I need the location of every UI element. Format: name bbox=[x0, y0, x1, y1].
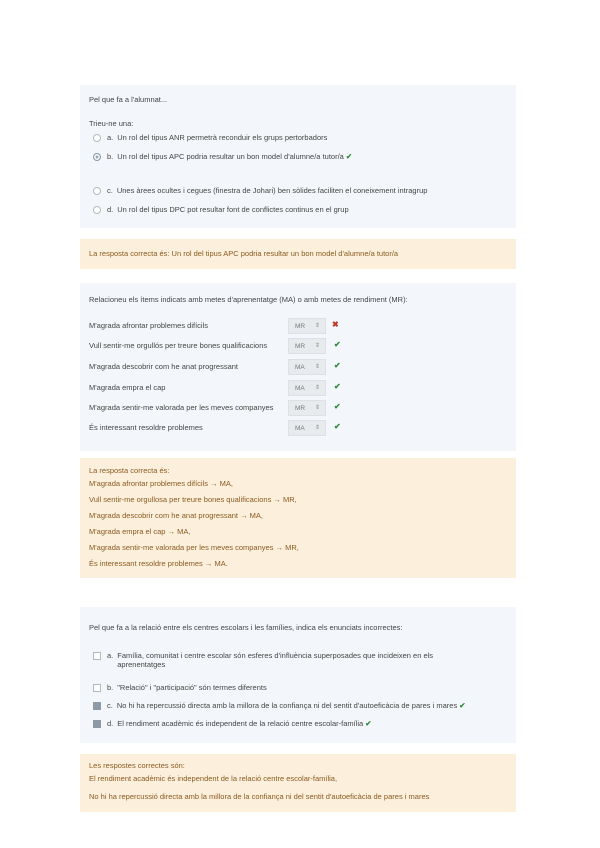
correct-check-icon: ✔ bbox=[334, 361, 341, 370]
checkbox[interactable] bbox=[93, 684, 101, 692]
item-label: M'agrada empra el cap bbox=[89, 383, 166, 392]
answer-select[interactable]: MA ⇕ bbox=[288, 420, 326, 436]
correct-check-icon: ✔ bbox=[334, 382, 341, 391]
question-2-feedback bbox=[80, 458, 516, 578]
select-arrow-icon: ⇕ bbox=[314, 323, 320, 329]
incorrect-x-icon: ✖ bbox=[332, 320, 339, 329]
matching-row bbox=[89, 318, 509, 334]
feedback-line: M'agrada empra el cap → MA, bbox=[89, 527, 191, 536]
correct-check-icon: ✔ bbox=[334, 402, 341, 411]
item-label: M'agrada sentir-me valorada per les meves companyes bbox=[89, 403, 274, 412]
q3-option-b[interactable]: b. "Relació" i "participació" són termes diferents bbox=[93, 683, 267, 692]
question-2-prompt: Relacioneu els ítems indicats amb metes d'aprenentatge (MA) o amb metes de rendiment (MR): bbox=[89, 295, 408, 304]
matching-row bbox=[89, 380, 509, 396]
question-3-feedback bbox=[80, 754, 516, 812]
question-1-card bbox=[80, 85, 516, 228]
matching-row bbox=[89, 338, 509, 354]
feedback-line: M'agrada sentir-me valorada per les meves companyes → MR, bbox=[89, 543, 299, 552]
item-label: Vull sentir-me orgullós per treure bones qualificacions bbox=[89, 341, 268, 350]
question-3-prompt: Pel que fa a la relació entre els centres escolars i les famílies, indica els enunciats incorrectes: bbox=[89, 623, 403, 632]
question-2-card bbox=[80, 283, 516, 451]
correct-check-icon: ✔ bbox=[345, 152, 353, 161]
radio-button[interactable] bbox=[93, 206, 101, 214]
select-arrow-icon: ⇕ bbox=[314, 343, 320, 349]
radio-button-selected[interactable] bbox=[93, 153, 101, 161]
select-arrow-icon: ⇕ bbox=[314, 405, 320, 411]
q1-option-d[interactable]: d. Un rol del tipus DPC pot resultar font de conflictes continus en el grup bbox=[93, 205, 349, 214]
answer-select[interactable]: MR ⇕ bbox=[288, 318, 326, 334]
q3-option-a[interactable]: a. Família, comunitat i centre escolar són esferes d'influència superposades que incideixen en els aprenentatges bbox=[93, 651, 433, 669]
select-arrow-icon: ⇕ bbox=[314, 385, 320, 391]
checkbox[interactable] bbox=[93, 652, 101, 660]
correct-check-icon: ✔ bbox=[334, 340, 341, 349]
select-arrow-icon: ⇕ bbox=[314, 425, 320, 431]
correct-check-icon: ✔ bbox=[365, 719, 372, 728]
correct-check-icon: ✔ bbox=[459, 701, 466, 710]
feedback-text: La resposta correcta és: Un rol del tipus APC podria resultar un bon model d'alumne/a tutor/a bbox=[89, 249, 399, 258]
q1-option-b[interactable]: b. Un rol del tipus APC podria resultar un bon model d'alumne/a tutor/a ✔ bbox=[93, 152, 352, 161]
matching-row bbox=[89, 400, 509, 416]
item-label: És interessant resoldre problemes bbox=[89, 423, 203, 432]
matching-row bbox=[89, 359, 509, 375]
answer-select[interactable]: MA ⇕ bbox=[288, 380, 326, 396]
q3-option-d[interactable]: d. El rendiment acadèmic és independent de la relació centre escolar-família ✔ bbox=[93, 719, 372, 728]
answer-select[interactable]: MA ⇕ bbox=[288, 359, 326, 375]
feedback-line: M'agrada afrontar problemes difícils → MA, bbox=[89, 479, 233, 488]
feedback-line: M'agrada descobrir com he anat progressant → MA, bbox=[89, 511, 264, 520]
question-3-card bbox=[80, 607, 516, 743]
feedback-line: No hi ha repercussió directa amb la millora de la confiança ni del sentit d'autoeficàcia de pares i mares bbox=[89, 792, 430, 801]
checkbox-checked[interactable] bbox=[93, 720, 101, 728]
feedback-line: Vull sentir-me orgullosa per treure bones qualificacions → MR, bbox=[89, 495, 297, 504]
item-label: M'agrada descobrir com he anat progressant bbox=[89, 362, 239, 371]
feedback-title: La resposta correcta és: bbox=[89, 466, 170, 475]
choose-one-label: Trieu-ne una: bbox=[89, 119, 134, 128]
q3-option-c[interactable]: c. No hi ha repercussió directa amb la millora de la confiança ni del sentit d'autoeficàcia de pares i mares ✔ bbox=[93, 701, 466, 710]
q1-option-a[interactable]: a. Un rol del tipus ANR permetrà reconduir els grups pertorbadors bbox=[93, 133, 327, 142]
question-1-prompt: Pel que fa a l'alumnat... bbox=[89, 95, 168, 104]
feedback-line: El rendiment acadèmic és independent de la relació centre escolar-família, bbox=[89, 774, 338, 783]
checkbox-checked[interactable] bbox=[93, 702, 101, 710]
q1-option-c[interactable]: c. Unes àrees ocultes i cegues (finestra de Johari) ben sòlides faciliten el coneixement intragrup bbox=[93, 186, 427, 195]
answer-select[interactable]: MR ⇕ bbox=[288, 338, 326, 354]
item-label: M'agrada afrontar problemes difícils bbox=[89, 321, 208, 330]
radio-button[interactable] bbox=[93, 134, 101, 142]
answer-select[interactable]: MR ⇕ bbox=[288, 400, 326, 416]
matching-row bbox=[89, 420, 509, 436]
radio-button[interactable] bbox=[93, 187, 101, 195]
feedback-title: Les respostes correctes són: bbox=[89, 761, 185, 770]
question-1-feedback bbox=[80, 239, 516, 269]
select-arrow-icon: ⇕ bbox=[314, 364, 320, 370]
correct-check-icon: ✔ bbox=[334, 422, 341, 431]
feedback-line: És interessant resoldre problemes → MA. bbox=[89, 559, 228, 568]
